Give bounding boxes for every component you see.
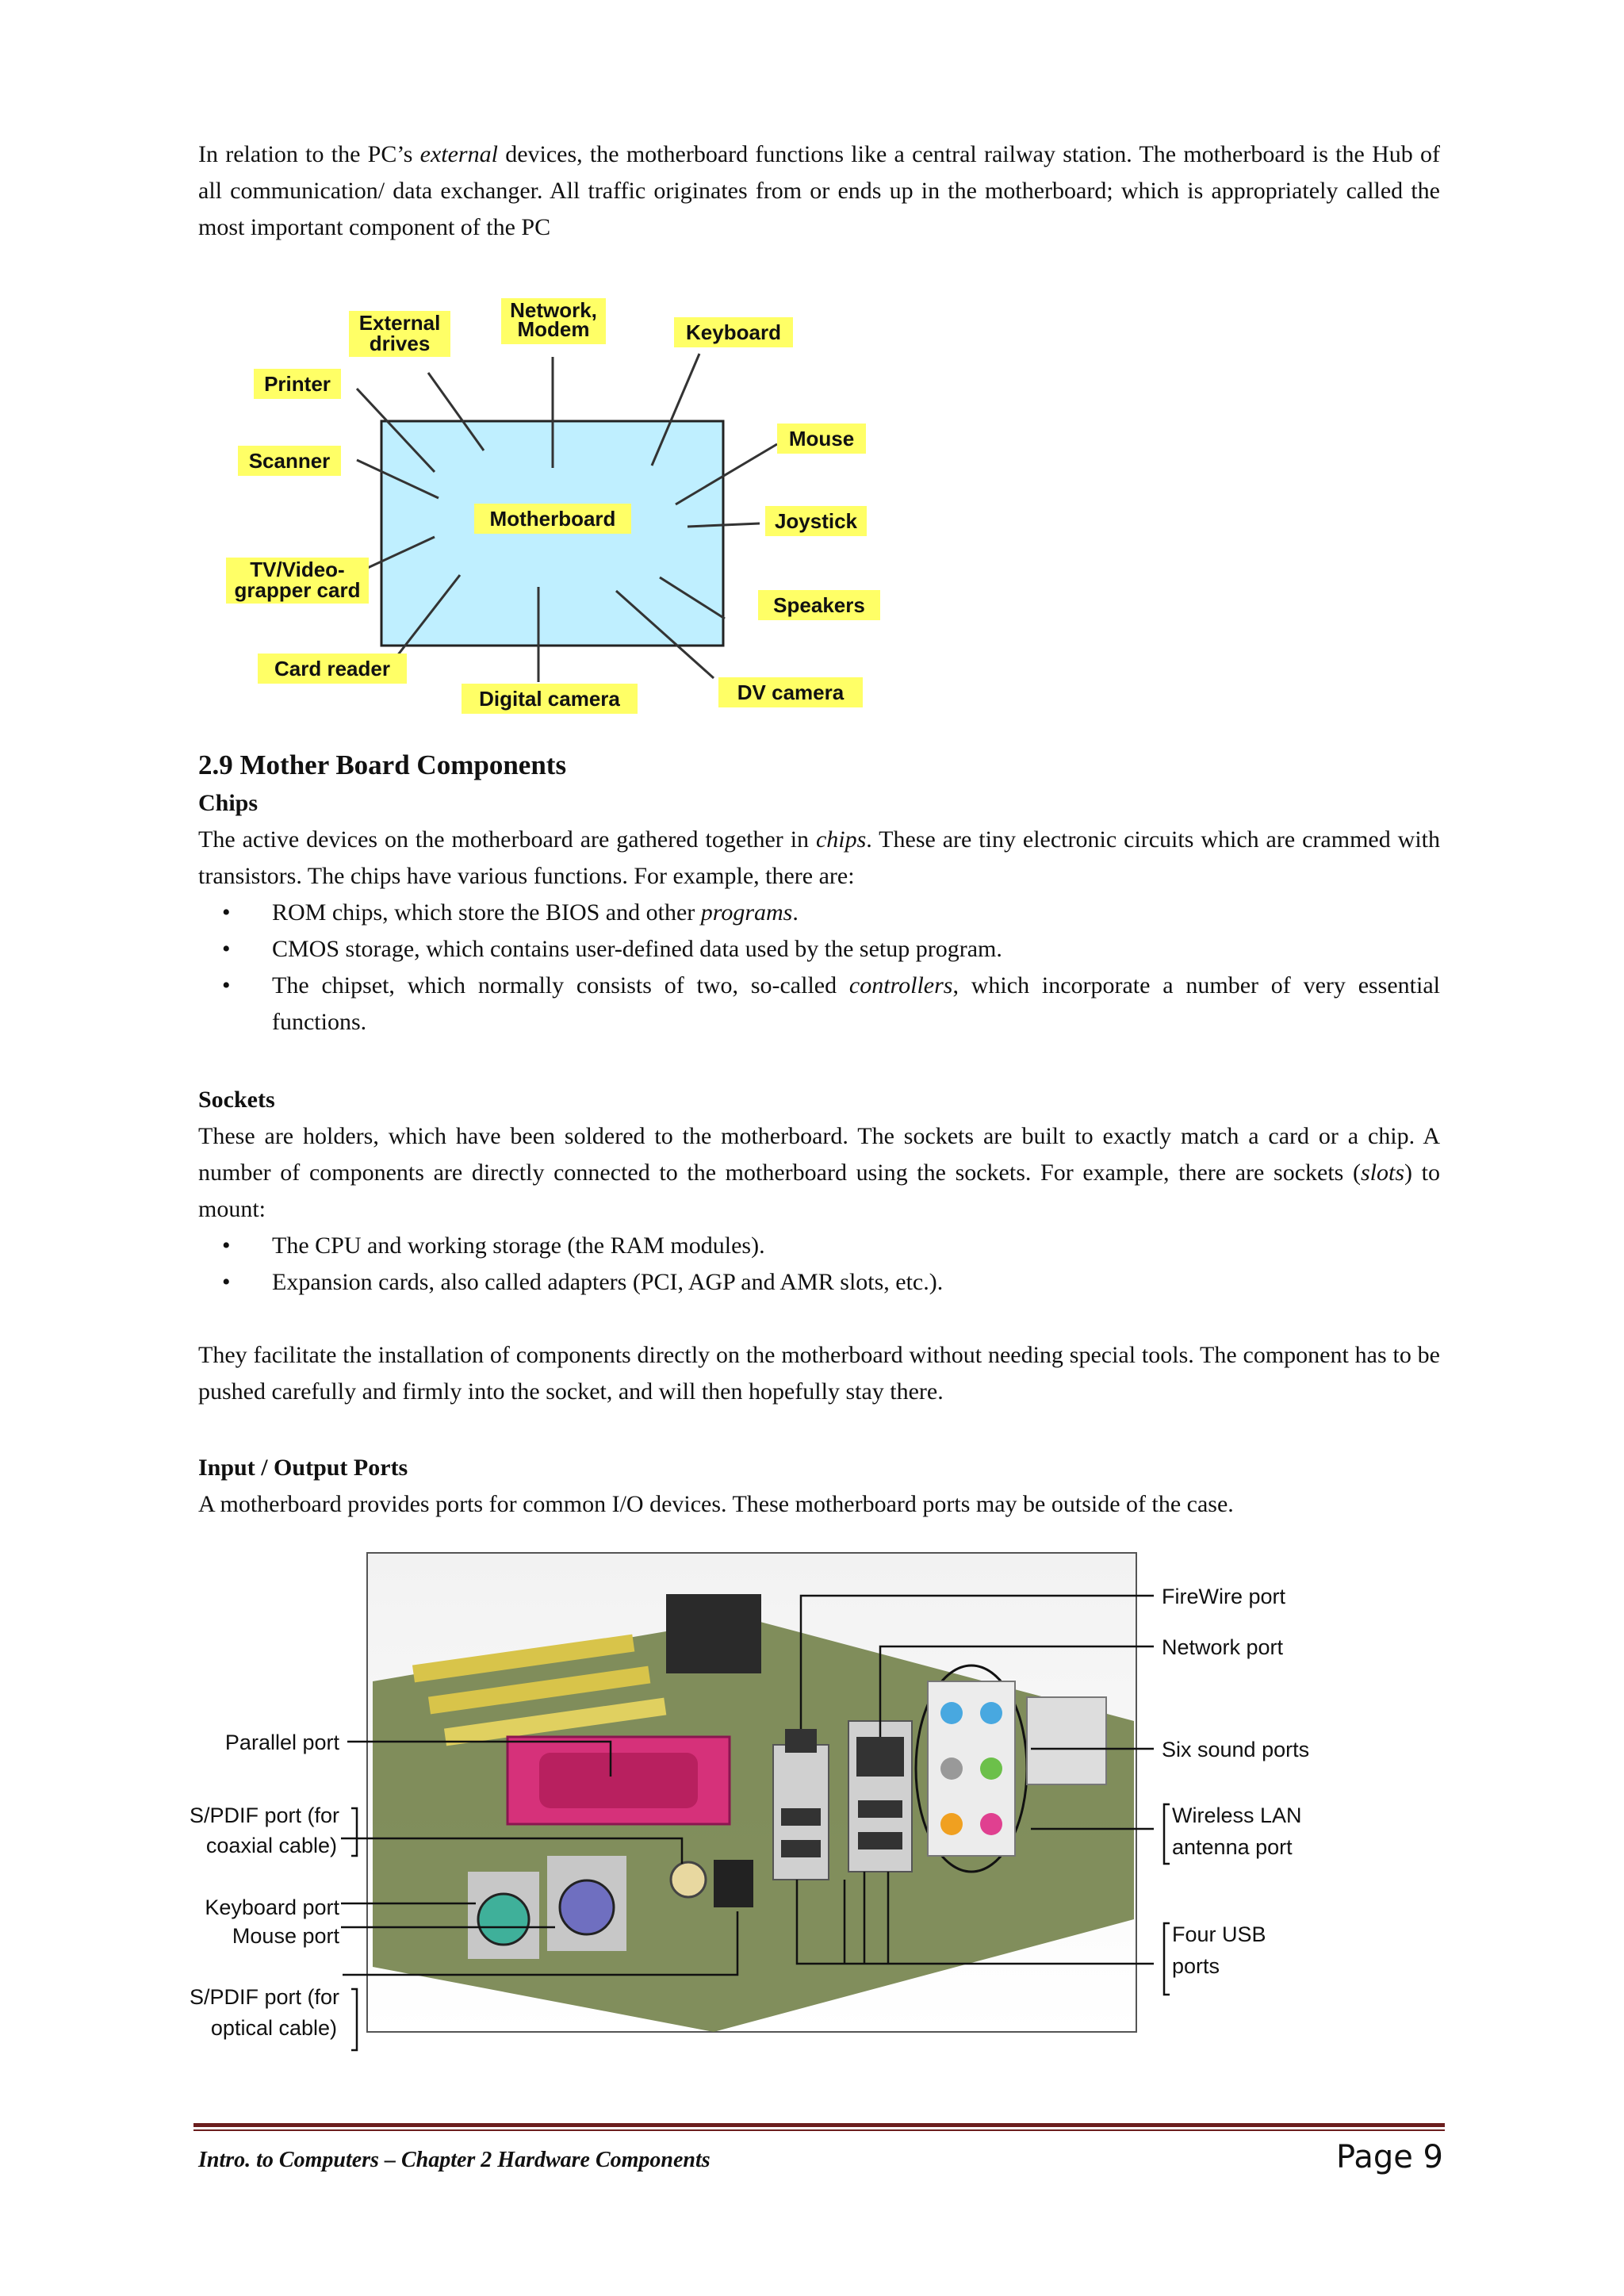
footer-rule-thin <box>193 2129 1445 2131</box>
footer-rule <box>193 2123 1445 2127</box>
back-panel-ports-diagram <box>189 1547 1310 2062</box>
svg-text:optical cable): optical cable) <box>210 2016 337 2040</box>
keyboard-port <box>478 1894 529 1945</box>
chips-paragraph: The active devices on the motherboard are gathered together in chips. These are tiny electronic circuits which are crammed with transistors. The chips have various functions. For example, there are: <box>198 826 1440 889</box>
mouse-port-label: Mouse port <box>232 1924 339 1948</box>
spdif-optical-port <box>714 1860 753 1907</box>
svg-text:drives: drives <box>369 332 431 355</box>
sockets-list <box>198 1228 1440 1301</box>
card-reader-label: Card reader <box>274 657 390 680</box>
usb-ports-label: Four USB <box>1172 1922 1266 1946</box>
dv-camera-label: DV camera <box>737 680 845 704</box>
heatsink <box>666 1594 761 1673</box>
chips-list <box>198 895 1440 1041</box>
speakers-label: Speakers <box>773 593 865 617</box>
sound-ports-label: Six sound ports <box>1162 1738 1310 1761</box>
mouse-label: Mouse <box>788 427 855 450</box>
sockets-heading: Sockets <box>198 1087 275 1113</box>
svg-text:grapper card: grapper card <box>234 578 361 602</box>
page-number: Page 9 <box>1336 2139 1443 2175</box>
list-item: • Expansion cards, also called adapters (PCI, AGP and AMR slots, etc.). <box>198 1264 1440 1301</box>
keyboard-label: Keyboard <box>686 320 781 344</box>
svg-text:Modem: Modem <box>517 317 590 341</box>
list-item: • The chipset, which normally consists of two, so-called controllers, which incorporate a number of very essential functions. <box>198 968 1440 1041</box>
sockets-paragraph: These are holders, which have been soldered to the motherboard. The sockets are built to exactly match a card or a chip. A number of components are directly connected to the motherboard using the sockets. For example, there are sockets (slots) to mount: <box>198 1123 1440 1222</box>
network-modem-label: Network, <box>510 298 597 322</box>
joystick-label: Joystick <box>774 509 858 533</box>
sockets-paragraph-2: They facilitate the installation of components directly on the motherboard without needing special tools. The component has to be pushed carefully and firmly into the socket, and will then hopefully stay there. <box>198 1342 1440 1405</box>
list-item: • CMOS storage, which contains user-defined data used by the setup program. <box>198 931 1440 968</box>
wireless-lan-label: Wireless LAN <box>1172 1803 1302 1827</box>
external-drives-label: External <box>358 311 441 335</box>
io-ports-heading: Input / Output Ports <box>198 1455 408 1481</box>
tv-video-label: TV/Video- <box>250 558 345 581</box>
network-port <box>856 1737 904 1777</box>
scanner-label: Scanner <box>248 449 331 473</box>
digital-camera-label: Digital camera <box>479 687 620 711</box>
parallel-port-label: Parallel port <box>224 1731 339 1754</box>
section-heading: 2.9 Mother Board Components <box>198 749 567 780</box>
svg-text:ports: ports <box>1172 1954 1220 1978</box>
svg-text:antenna port: antenna port <box>1172 1835 1293 1859</box>
list-item: • The CPU and working storage (the RAM modules). <box>198 1228 1440 1264</box>
network-port-label: Network port <box>1162 1635 1284 1659</box>
footer-title: Intro. to Computers – Chapter 2 Hardware Components <box>198 2148 710 2172</box>
svg-text:coaxial cable): coaxial cable) <box>205 1834 337 1857</box>
motherboard-label: Motherboard <box>489 507 616 531</box>
list-item: • ROM chips, which store the BIOS and other programs. <box>198 895 1440 931</box>
mouse-port <box>560 1880 614 1934</box>
keyboard-port-label: Keyboard port <box>205 1895 339 1919</box>
firewire-port <box>785 1729 817 1753</box>
card-bracket <box>1027 1697 1106 1784</box>
chips-heading: Chips <box>198 790 259 816</box>
intro-paragraph: In relation to the PC’s external devices, the motherboard functions like a central railway station. The motherboard is the Hub of all communication/ data exchanger. All traffic originates from or ends up in the motherboard; which is appropriately called the most important component of the PC <box>198 141 1441 240</box>
spdif-coaxial-port <box>671 1862 706 1897</box>
io-ports-paragraph: A motherboard provides ports for common I/O devices. These motherboard ports may be outside of the case. <box>198 1491 1234 1517</box>
parallel-port-body <box>539 1753 698 1808</box>
printer-label: Printer <box>264 372 331 396</box>
firewire-port-label: FireWire port <box>1162 1585 1286 1608</box>
spdif-optical-label: S/PDIF port (for <box>189 1985 339 2009</box>
motherboard-hub-diagram <box>214 293 896 722</box>
spdif-coaxial-label: S/PDIF port (for <box>189 1803 339 1827</box>
